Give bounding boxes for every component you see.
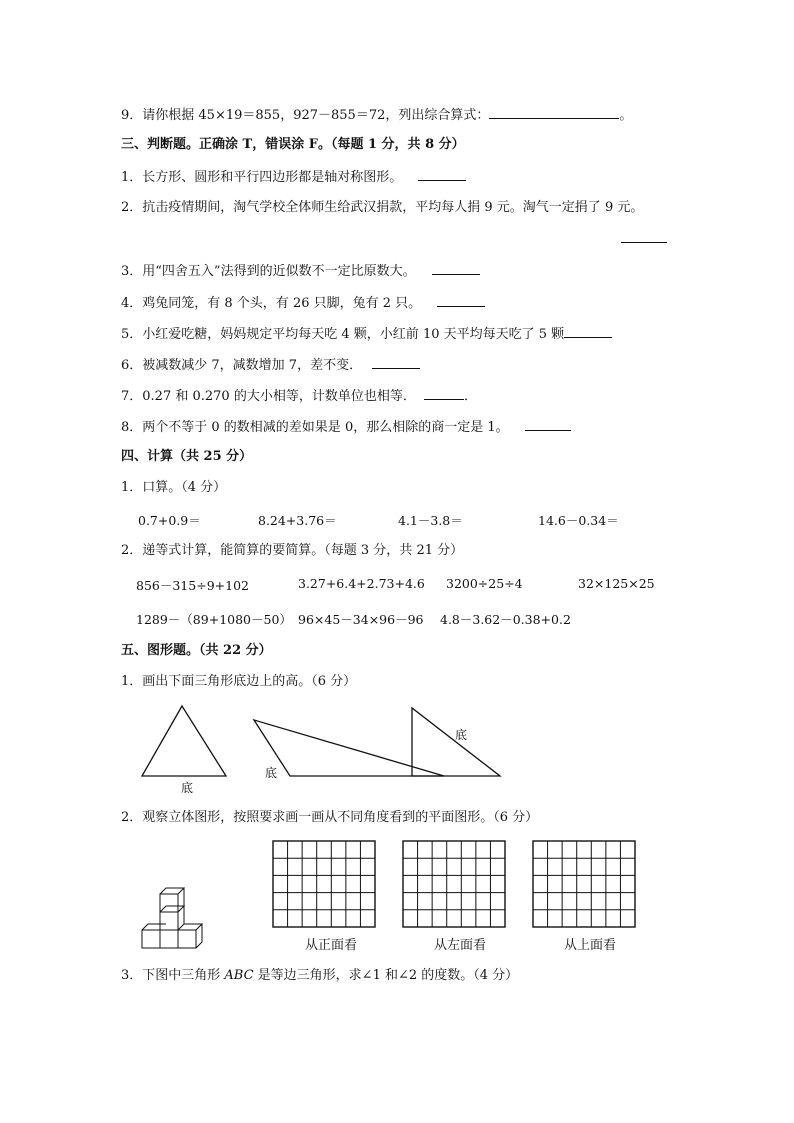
judge-item-6-blank[interactable] — [372, 356, 420, 369]
judge-item-1-blank[interactable] — [418, 168, 466, 181]
oral-calc-item-4: 14.6－0.34＝ — [538, 513, 619, 528]
judge-item-8-blank[interactable] — [525, 418, 571, 431]
obtuse-triangle — [254, 720, 444, 776]
q9-line — [121, 106, 632, 124]
front-view-grid[interactable] — [272, 840, 376, 928]
stepwise-calc-item-3: 3200÷25÷4 — [446, 576, 523, 591]
front-view-caption: 从正面看 — [305, 938, 358, 953]
stepwise-calc-item-5: 1289－（89+1080－50） — [136, 612, 292, 627]
q9-answer-blank[interactable] — [489, 106, 619, 119]
grid-border — [403, 841, 505, 927]
stepwise-calc-item-4: 32×125×25 — [578, 576, 655, 591]
stepwise-calc-item-2: 3.27+6.4+2.73+4.6 — [298, 576, 425, 591]
judge-item-2-blank[interactable] — [621, 230, 667, 243]
grid-border — [273, 841, 375, 927]
judge-item-4 — [121, 294, 485, 312]
stepwise-calc-item-7: 4.8－3.62－0.38+0.2 — [440, 612, 571, 627]
judge-item-5-blank[interactable] — [564, 325, 612, 338]
judge-item-2 — [121, 200, 643, 216]
judge-item-7-dot: ． — [463, 389, 477, 404]
triangle-1-base-label: 底 — [181, 781, 194, 795]
section4-title: 四、计算（共 25 分） — [121, 449, 253, 464]
judge-item-4-blank[interactable] — [437, 294, 485, 307]
judge-item-4-text: 4．鸡兔同笼，有 8 个头，有 26 只脚，兔有 2 只。 — [121, 296, 422, 311]
stepwise-calc-label: 2．递等式计算，能简算的要简算。（每题 3 分，共 21 分） — [121, 543, 464, 558]
judge-item-3 — [121, 262, 480, 280]
section3-title: 三、判断题。正确涂 T，错误涂 F。（每题 1 分，共 8 分） — [121, 137, 465, 152]
judge-item-7 — [121, 387, 477, 405]
section5-title: 五、图形题。（共 22 分） — [121, 643, 272, 658]
judge-item-6 — [121, 356, 420, 374]
triangle-abc-name: ABC — [224, 968, 254, 983]
judge-item-7-text: 7．0.27 和 0.270 的大小相等，计数单位也相等． — [121, 389, 416, 404]
three-views-label: 2．观察立体图形，按照要求画一画从不同角度看到的平面图形。（6 分） — [121, 810, 539, 825]
judge-item-6-text: 6．被减数减少 7，减数增加 7，差不变． — [121, 358, 363, 373]
q9-text: 9．请你根据 45×19＝855，927－855＝72，列出综合算式： — [121, 108, 490, 123]
judge-item-8 — [121, 418, 571, 436]
acute-triangle — [142, 706, 226, 776]
judge-item-3-text: 3．用“四舍五入”法得到的近似数不一定比原数大。 — [121, 264, 416, 279]
stepwise-calc-item-6: 96×45－34×96－96 — [298, 612, 424, 627]
oral-calc-item-1: 0.7+0.9＝ — [138, 513, 201, 528]
judge-item-2-text: 2．抗击疫情期间，淘气学校全体师生给武汉捐款，平均每人捐 9 元。淘气一定捐了 9 元。 — [121, 200, 644, 215]
stepwise-calc-item-1: 856－315÷9+102 — [136, 578, 249, 593]
left-view-caption: 从左面看 — [434, 938, 487, 953]
equilateral-question-pre: 3．下图中三角形 — [121, 968, 225, 983]
triangle-3-base-label: 底 — [455, 728, 468, 742]
triangle-height-label: 1．画出下面三角形底边上的高。（6 分） — [121, 674, 357, 689]
judge-item-1 — [121, 168, 466, 186]
top-view-grid[interactable] — [532, 840, 636, 928]
triangle-2-base-label: 底 — [265, 766, 278, 780]
left-view-grid[interactable] — [402, 840, 506, 928]
judge-item-3-blank[interactable] — [432, 262, 480, 275]
judge-item-5 — [121, 325, 612, 343]
q9-end: 。 — [619, 108, 633, 123]
grid-border — [533, 841, 635, 927]
top-view-caption: 从上面看 — [564, 938, 617, 953]
equilateral-question — [121, 968, 518, 984]
judge-item-1-text: 1．长方形、圆形和平行四边形都是轴对称图形。 — [121, 170, 403, 185]
judge-item-5-text: 5．小红爱吃糖，妈妈规定平均每天吃 4 颗，小红前 10 天平均每天吃了 5 颗 — [121, 327, 565, 342]
judge-item-7-blank[interactable] — [424, 387, 464, 400]
judge-item-8-text: 8．两个不等于 0 的数相减的差如果是 0，那么相除的商一定是 1。 — [121, 420, 509, 435]
oral-calc-item-3: 4.1－3.8＝ — [398, 513, 463, 528]
cube-stack-figure — [140, 880, 220, 960]
oral-calc-item-2: 8.24+3.76＝ — [258, 513, 337, 528]
equilateral-question-post: 是等边三角形，求∠1 和∠2 的度数。（4 分） — [253, 968, 519, 983]
oral-calc-label: 1．口算。（4 分） — [121, 480, 227, 495]
